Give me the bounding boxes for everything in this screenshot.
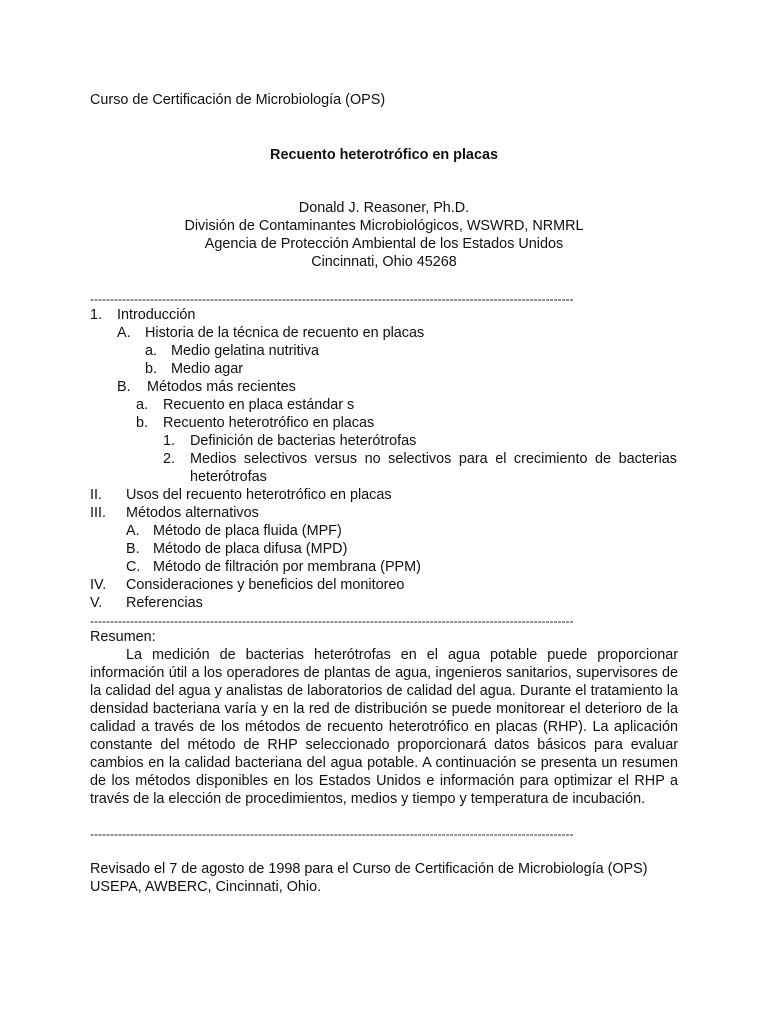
divider-top: ------------------------------------------------------------------------------------------------------------------------- (90, 293, 574, 305)
author-agency: Agencia de Protección Ambiental de los Estados Unidos (204, 236, 564, 252)
outline-text: Métodos alternativos (126, 505, 259, 521)
outline-number: B. (126, 541, 140, 557)
outline-item (0, 342, 768, 360)
outline-text: Medio gelatina nutritiva (171, 343, 319, 359)
revision-note (90, 860, 678, 896)
author-division: División de Contaminantes Microbiológicos, WSWRD, NRMRL (184, 218, 584, 234)
outline-number: B. (117, 379, 131, 395)
outline-number: A. (126, 523, 140, 539)
outline-item (0, 558, 768, 576)
author-block (0, 199, 768, 271)
outline-number: b. (145, 361, 158, 377)
outline-text: Medios selectivos versus no selectivos para el crecimiento de bacterias heterótrofas (190, 451, 677, 485)
document-title: Recuento heterotrófico en placas (270, 147, 498, 163)
outline-number: 2. (163, 451, 176, 467)
outline-item (0, 414, 768, 432)
outline-item (0, 576, 768, 594)
outline-text: Método de placa fluida (MPF) (153, 523, 342, 539)
outline-item (0, 324, 768, 342)
outline-text: Método de placa difusa (MPD) (153, 541, 348, 557)
outline-number: II. (90, 487, 102, 503)
summary-body: La medición de bacterias heterótrofas en el agua potable puede proporcionar información útil a los operadores de plantas de agua, ingenieros sanitarios, supervisores de la calidad del agua y analistas de laboratorios de calidad del agua. Durante el tratamiento la densidad bacteriana varía y en la red de distribución se puede monitorear el deterioro de la calidad a través de los métodos de recuento heterotrófico en placas (RHP). La aplicación constante del método de RHP seleccionado proporcionará datos básicos para evaluar cambios en la calidad bacteriana del agua potable. A continuación se presenta un resumen de los métodos disponibles en los Estados Unidos e información para optimizar el RHP a través de la elección de procedimientos, medios y tiempo y temperatura de incubación. (90, 647, 678, 807)
divider-middle: ------------------------------------------------------------------------------------------------------------------------- (90, 615, 574, 627)
outline-item (0, 432, 768, 450)
outline-text: Recuento en placa estándar s (163, 397, 355, 413)
outline-item (0, 450, 768, 486)
outline-number: b. (136, 415, 149, 431)
outline-number: V. (90, 595, 103, 611)
outline-item (0, 522, 768, 540)
outline-item (0, 504, 768, 522)
outline-text: Referencias (126, 595, 203, 611)
outline-text: Método de filtración por membrana (PPM) (153, 559, 421, 575)
outline-item (0, 486, 768, 504)
outline-number: 1. (90, 307, 103, 323)
outline-number: IV. (90, 577, 107, 593)
outline-number: C. (126, 559, 141, 575)
outline-item (0, 396, 768, 414)
outline-number: 1. (163, 433, 176, 449)
outline-item (0, 360, 768, 378)
outline-number: a. (145, 343, 158, 359)
outline-text: Historia de la técnica de recuento en placas (145, 325, 425, 341)
divider-bottom: ------------------------------------------------------------------------------------------------------------------------- (90, 828, 574, 840)
outline-item (0, 594, 768, 612)
outline-text: Medio agar (171, 361, 243, 377)
course-header: Curso de Certificación de Microbiología (OPS) (90, 92, 386, 108)
summary-label: Resumen: (90, 629, 156, 645)
revision-line: Revisado el 7 de agosto de 1998 para el Curso de Certificación de Microbiología (OPS) (90, 861, 648, 877)
outline-text: Métodos más recientes (147, 379, 296, 395)
outline-text: Introducción (117, 307, 196, 323)
outline-number: III. (90, 505, 106, 521)
outline-item (0, 306, 768, 324)
revision-location: USEPA, AWBERC, Cincinnati, Ohio. (90, 879, 322, 895)
outline-text: Usos del recuento heterotrófico en placas (126, 487, 392, 503)
author-name: Donald J. Reasoner, Ph.D. (298, 200, 470, 216)
outline-item (0, 378, 768, 396)
outline-text: Consideraciones y beneficios del monitoreo (126, 577, 405, 593)
outline (0, 306, 768, 612)
outline-item (0, 540, 768, 558)
outline-number: a. (136, 397, 149, 413)
author-city: Cincinnati, Ohio 45268 (311, 254, 457, 270)
outline-text: Recuento heterotrófico en placas (163, 415, 375, 431)
outline-number: A. (117, 325, 131, 341)
outline-text: Definición de bacterias heterótrofas (190, 433, 417, 449)
